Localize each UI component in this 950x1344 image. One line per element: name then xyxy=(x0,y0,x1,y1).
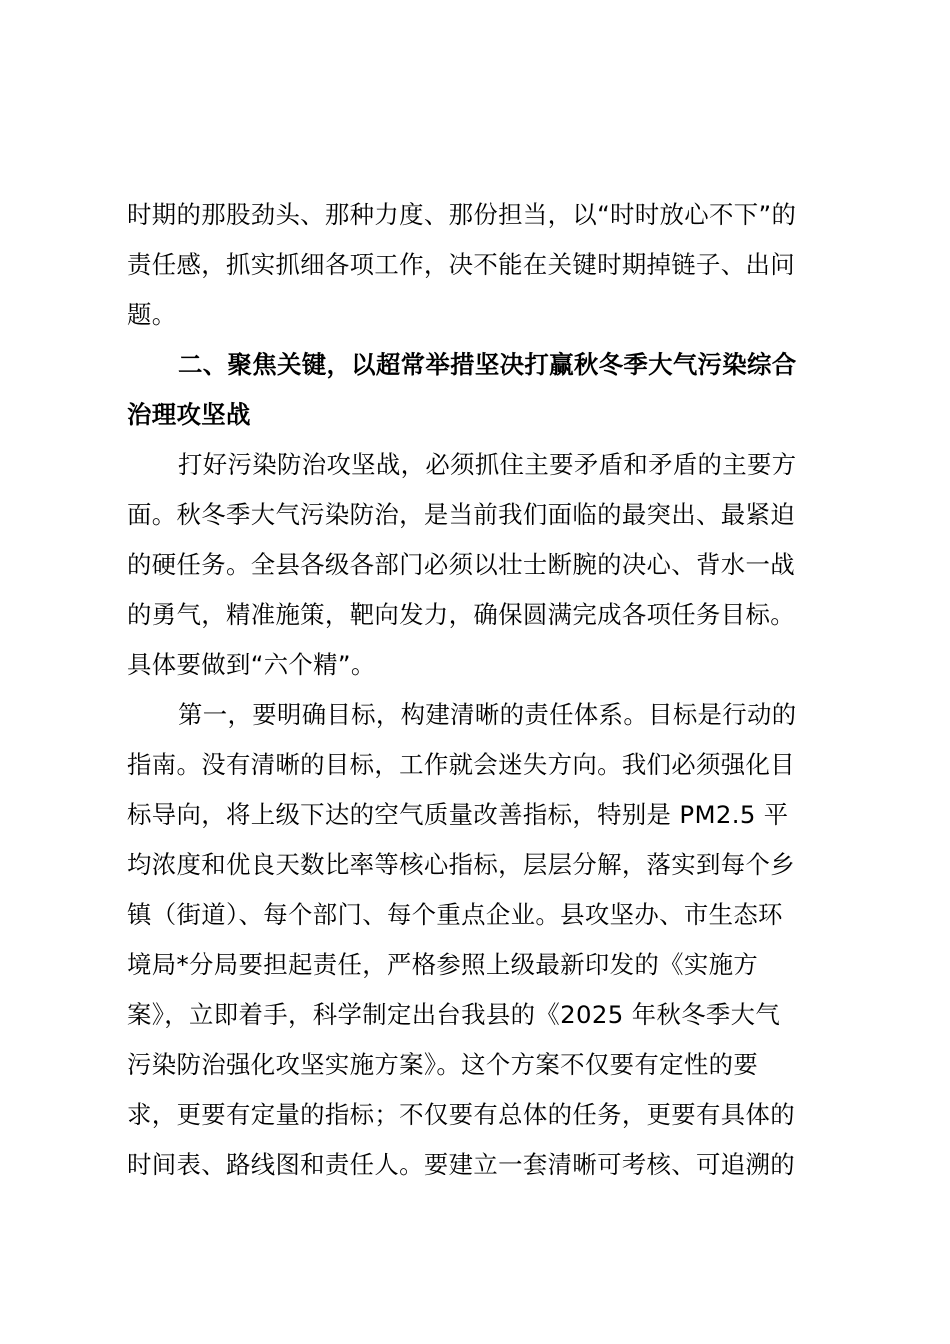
section-heading-continued: 治理攻坚战 xyxy=(127,400,251,429)
body-line: 求，更要有定量的指标；不仅要有总体的任务，更要有具体的 xyxy=(127,1100,795,1129)
body-line: 标导向，将上级下达的空气质量改善指标，特别是 PM2.5 平 xyxy=(127,800,789,829)
section-heading: 二、聚焦关键，以超常举措坚决打赢秋冬季大气污染综合 xyxy=(178,350,797,379)
body-line: 时期的那股劲头、那种力度、那份担当，以“时时放心不下”的 xyxy=(127,200,797,229)
body-line: 的硬任务。全县各级各部门必须以壮士断腕的决心、背水一战 xyxy=(127,550,795,579)
body-line: 镇（街道）、每个部门、每个重点企业。县攻坚办、市生态环 xyxy=(127,900,783,929)
paragraph-start: 打好污染防治攻坚战，必须抓住主要矛盾和矛盾的主要方 xyxy=(178,450,797,479)
body-line: 均浓度和优良天数比率等核心指标，层层分解，落实到每个乡 xyxy=(127,850,795,879)
body-line: 案》，立即着手，科学制定出台我县的《2025 年秋冬季大气 xyxy=(127,1000,781,1029)
body-line: 指南。没有清晰的目标，工作就会迷失方向。我们必须强化目 xyxy=(127,750,795,779)
body-line: 责任感，抓实抓细各项工作，决不能在关键时期掉链子、出问 xyxy=(127,250,795,279)
body-line: 时间表、路线图和责任人。要建立一套清晰可考核、可追溯的 xyxy=(127,1150,795,1179)
body-line: 污染防治强化攻坚实施方案》。这个方案不仅要有定性的要 xyxy=(127,1050,759,1079)
body-line: 具体要做到“六个精”。 xyxy=(127,650,376,679)
body-line: 的勇气，精准施策，靶向发力，确保圆满完成各项任务目标。 xyxy=(127,600,795,629)
body-line: 面。秋冬季大气污染防治，是当前我们面临的最突出、最紧迫 xyxy=(127,500,795,529)
body-line: 题。 xyxy=(127,300,177,329)
body-line: 境局*分局要担起责任，严格参照上级最新印发的《实施方 xyxy=(127,950,759,979)
paragraph-start: 第一，要明确目标，构建清晰的责任体系。目标是行动的 xyxy=(178,700,797,729)
